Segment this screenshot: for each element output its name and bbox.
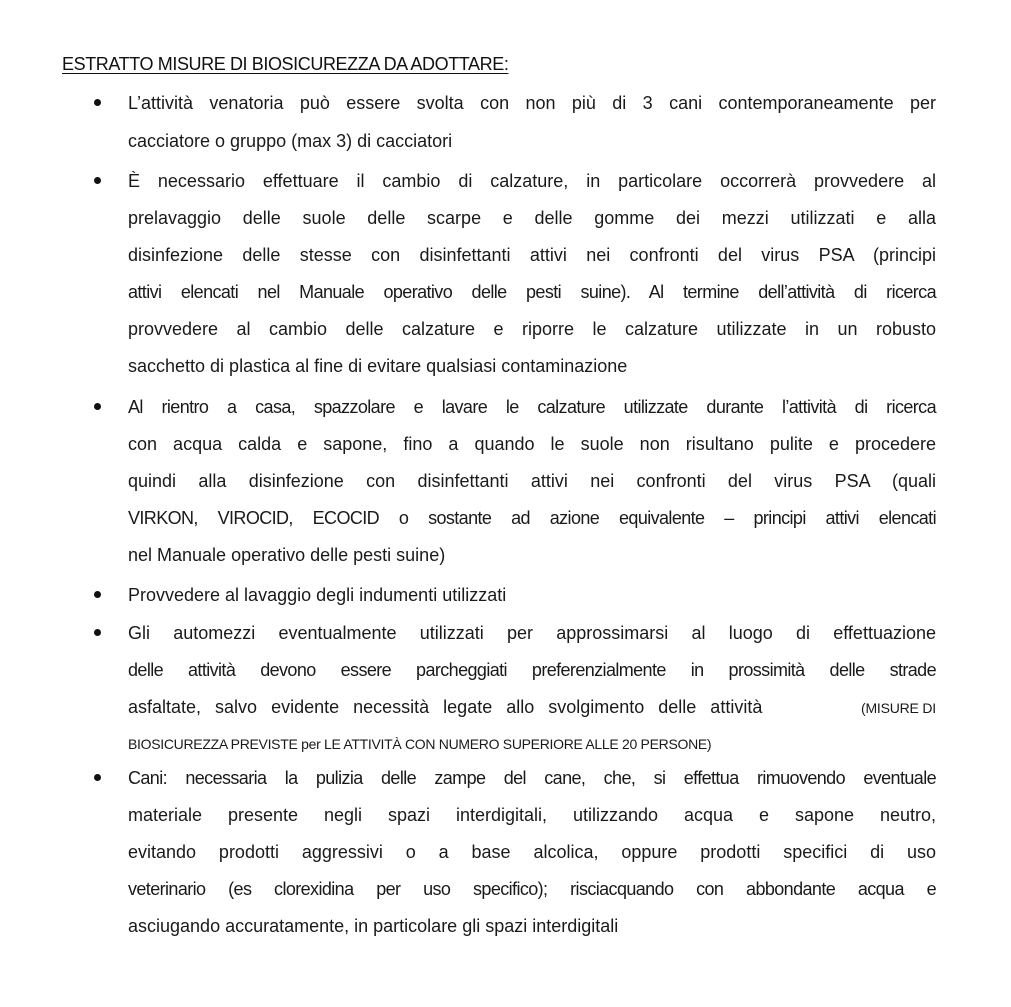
bullet-icon — [94, 177, 101, 184]
bullet-icon — [94, 774, 101, 781]
list-item-line: materiale presente negli spazi interdigitali, utilizzando acqua e sapone neutro, — [128, 805, 936, 825]
list-item-line: Cani: necessaria la pulizia delle zampe del cane, che, si effettua rimuovendo eventuale — [128, 768, 936, 788]
bullet-icon — [94, 403, 101, 410]
list-item-line: veterinario (es clorexidina per uso specifico); risciacquando con abbondante acqua e — [128, 879, 936, 899]
list-item-line: delle attività devono essere parcheggiati preferenzialmente in prossimità delle strade — [128, 660, 936, 680]
document-title: ESTRATTO MISURE DI BIOSICUREZZA DA ADOTTARE: — [62, 54, 509, 74]
list-item-line: VIRKON, VIROCID, ECOCID o sostante ad azione equivalente – principi attivi elencati — [128, 508, 936, 528]
list-item-line: con acqua calda e sapone, fino a quando le suole non risultano pulite e procedere — [128, 434, 936, 454]
list-item-line: asciugando accuratamente, in particolare gli spazi interdigitali — [128, 916, 619, 936]
list-item-line: sacchetto di plastica al fine di evitare qualsiasi contaminazione — [128, 356, 628, 376]
list-item-line: quindi alla disinfezione con disinfettanti attivi nei confronti del virus PSA (quali — [128, 471, 936, 491]
list-item-line: Provvedere al lavaggio degli indumenti utilizzati — [128, 585, 507, 605]
list-item-line: Al rientro a casa, spazzolare e lavare le calzature utilizzate durante l’attività di ricerca — [128, 397, 936, 417]
list-item-line: nel Manuale operativo delle pesti suine) — [128, 545, 446, 565]
list-item-line: prelavaggio delle suole delle scarpe e delle gomme dei mezzi utilizzati e alla — [128, 208, 936, 228]
list-item-line: cacciatore o gruppo (max 3) di cacciatori — [128, 131, 453, 151]
inline-note: (MISURE DI — [860, 700, 936, 716]
bullet-icon — [94, 99, 101, 106]
bullet-icon — [94, 629, 101, 636]
list-item-line: L’attività venatoria può essere svolta con non più di 3 cani contemporaneamente per — [128, 93, 936, 113]
list-item-line: attivi elencati nel Manuale operativo delle pesti suine). Al termine dell’attività di ricerca — [128, 282, 936, 302]
list-item-line: evitando prodotti aggressivi o a base alcolica, oppure prodotti specifici di uso — [128, 842, 936, 862]
bullet-icon — [94, 591, 101, 598]
list-item-line: disinfezione delle stesse con disinfettanti attivi nei confronti del virus PSA (principi — [128, 245, 936, 265]
list-item-line — [128, 695, 936, 720]
list-item-line: È necessario effettuare il cambio di calzature, in particolare occorrerà provvedere al — [128, 171, 936, 191]
list-item-line: provvedere al cambio delle calzature e riporre le calzature utilizzate in un robusto — [128, 319, 936, 339]
list-item-line: Gli automezzi eventualmente utilizzati per approssimarsi al luogo di effettuazione — [128, 623, 936, 643]
list-item-text: asfaltate, salvo evidente necessità legate allo svolgimento delle attività — [128, 697, 763, 717]
list-item-note-line: BIOSICUREZZA PREVISTE per LE ATTIVITÀ CON NUMERO SUPERIORE ALLE 20 PERSONE) — [128, 736, 712, 752]
